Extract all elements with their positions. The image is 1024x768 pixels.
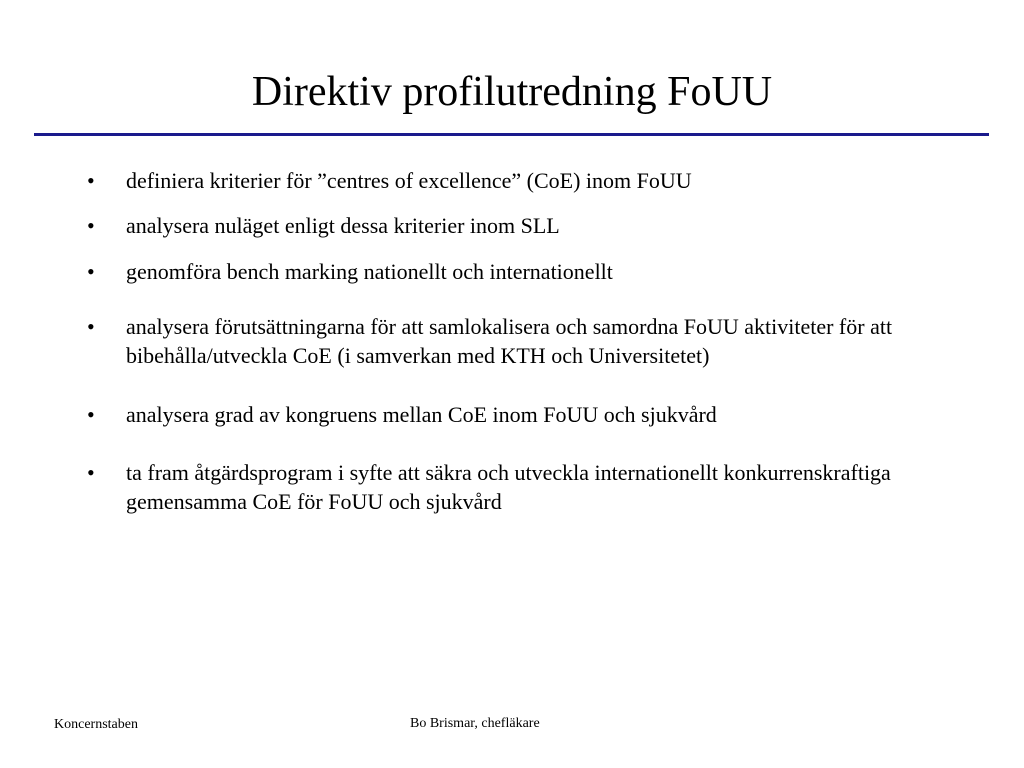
bullet-text: ta fram åtgärdsprogram i syfte att säkra och utveckla internationellt konkurrenskraftiga gemensamma CoE för FoUU och sjukvård (126, 460, 891, 514)
bullet-text: analysera förutsättningarna för att samlokalisera och samordna FoUU aktiviteter för att bibehålla/utveckla CoE (i samverkan med KTH och Universitetet) (126, 314, 893, 368)
bullet-item (87, 211, 947, 240)
slide-title: Direktiv profilutredning FoUU (251, 69, 773, 115)
bullet-text: analysera grad av kongruens mellan CoE inom FoUU och sjukvård (126, 402, 717, 427)
bullet-item (87, 312, 947, 370)
bullet-item (87, 257, 947, 286)
bullet-icon: • (87, 402, 95, 427)
footer-department: Koncernstaben (54, 717, 138, 732)
bullet-list (87, 166, 947, 516)
bullet-icon: • (87, 460, 95, 485)
bullet-item (87, 166, 947, 195)
bullet-item (87, 400, 947, 429)
bullet-text: genomföra bench marking nationellt och internationellt (126, 259, 613, 284)
bullet-text: analysera nuläget enligt dessa kriterier inom SLL (126, 213, 560, 238)
bullet-icon: • (87, 168, 95, 193)
bullet-icon: • (87, 213, 95, 238)
bullet-text: definiera kriterier för ”centres of excellence” (CoE) inom FoUU (126, 168, 692, 193)
bullet-icon: • (87, 259, 95, 284)
footer-author: Bo Brismar, chefläkare (410, 716, 540, 731)
bullet-item (87, 458, 947, 516)
bullet-icon: • (87, 314, 95, 339)
title-divider (34, 133, 989, 136)
